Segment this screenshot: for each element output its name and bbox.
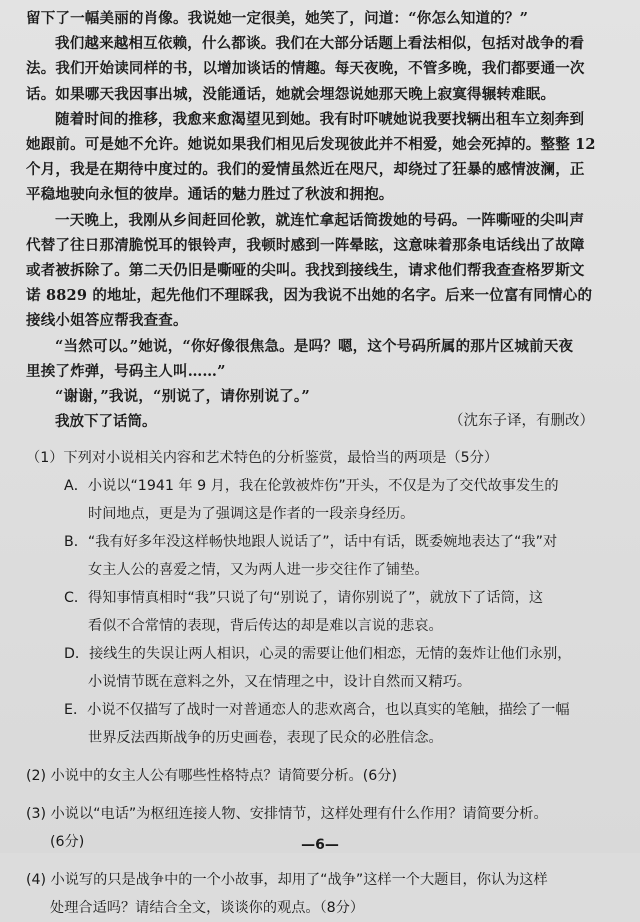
- story-ending-row: [26, 409, 618, 434]
- story-paragraph-1: [26, 31, 618, 107]
- story-paragraph-2: [26, 107, 618, 208]
- option-c: [26, 584, 618, 640]
- story-paragraph-6: 我放下了话筒。: [55, 413, 157, 431]
- option-e-line-2: 世界反法西斯战争的历史画卷，表现了民众的必胜信念。: [88, 730, 443, 747]
- option-b-line-1: B．“我有好多年没这样畅快地跟人说话了”，话中有话，既委婉地表达了“我”对: [64, 534, 558, 551]
- story-line: 里挨了炸弹，号码主人叫……”: [26, 362, 226, 380]
- story-line: 个月，我是在期待中度过的。我们的爱情虽然近在咫尺，却绕过了狂暴的感情波澜，正: [26, 161, 585, 179]
- option-a: [26, 472, 618, 528]
- option-d: [26, 640, 618, 696]
- option-e: [26, 696, 618, 752]
- option-b: [26, 528, 618, 584]
- story-line: 或者被拆除了。第二天仍旧是嘶哑的尖叫。我找到接线生，请求他们帮我查查格罗斯文: [26, 262, 585, 280]
- story-line: 法。我们开始读同样的书，以增加谈话的情趣。每天夜晚，不管多晚，我们都要通一次: [26, 60, 585, 78]
- story-line: 平稳地驶向永恒的彼岸。通话的魅力胜过了秋波和拥抱。: [26, 186, 394, 204]
- option-a-line-2: 时间地点，更是为了强调这是作者的一段亲身经历。: [88, 506, 415, 523]
- question-2: (2) 小说中的女主人公有哪些性格特点？请简要分析。(6分): [26, 768, 398, 785]
- story-line: 代替了往日那清脆悦耳的银铃声，我顿时感到一阵晕眩，这意味着那条电话线出了故障: [26, 236, 585, 254]
- question-3-line-1: (3) 小说以“电话”为枢纽连接人物、安排情节，这样处理有什么作用？请简要分析。: [26, 806, 548, 823]
- story-line: 接线小姐答应帮我查查。: [26, 312, 188, 330]
- story-line: 话。如果哪天我因事出城，没能通话，她就会埋怨说她那天晚上寂寞得辗转难眠。: [26, 85, 556, 103]
- option-c-line-1: C．得知事情真相时“我”只说了句“别说了，请你别说了”，就放下了话筒，这: [64, 590, 544, 607]
- story-paragraph-3: [26, 208, 618, 334]
- option-d-line-2: 小说情节既在意料之外，又在情理之中，设计自然而又精巧。: [88, 674, 472, 691]
- question-4-line-1: (4) 小说写的只是战争中的一个小故事，却用了“战争”这样一个大题目，你认为这样: [26, 872, 548, 889]
- story-text: [26, 6, 618, 434]
- story-paragraph-0: 留下了一幅美丽的肖像。我说她一定很美，她笑了，问道：“你怎么知道的？”: [26, 10, 529, 27]
- question-4-line-2: 处理合适吗？请结合全文，谈谈你的观点。（8分）: [50, 900, 365, 917]
- story-line: 一天晚上，我刚从乡间赶回伦敦，就连忙拿起话筒拨她的号码。一阵嘶哑的尖叫声: [55, 211, 585, 229]
- option-d-line-1: D．接线生的失误让两人相识，心灵的需要让他们相恋，无情的轰炸让他们永别，: [64, 646, 572, 663]
- story-line: 她跟前。可是她不允许。她说如果我们相见后发现彼此并不相爱，她会死掉的。整整 12: [26, 136, 596, 154]
- option-b-line-2: 女主人公的喜爱之情，又为两人进一步交往作了铺垫。: [88, 562, 429, 579]
- option-e-line-1: E．小说不仅描写了战时一对普通恋人的悲欢离合，也以真实的笔触，描绘了一幅: [64, 702, 570, 719]
- story-line: “当然可以。”她说，“你好像很焦急。是吗？嗯，这个号码所属的那片区城前天夜: [55, 337, 574, 355]
- story-paragraph-5: “谢谢，”我说，“别说了，请你别说了。”: [55, 388, 310, 406]
- page-number: —6—: [301, 837, 339, 853]
- question-3-line-2: (6分): [50, 834, 85, 851]
- option-c-line-2: 看似不合常情的表现，背后传达的却是难以言说的悲哀。: [88, 618, 443, 635]
- story-line: 随着时间的推移，我愈来愈渴望见到她。我有时吓唬她说我要找辆出租车立刻奔到: [55, 110, 585, 128]
- option-a-line-1: A．小说以“1941 年 9 月，我在伦敦被炸伤”开头，不仅是为了交代故事发生的: [64, 478, 559, 495]
- translator-credit: （沈东子译，有删改）: [449, 413, 594, 430]
- story-line: 我们越来越相互依赖，什么都谈。我们在大部分话题上看法相似，包括对战争的看: [55, 35, 585, 53]
- story-paragraph-4: [26, 334, 618, 384]
- question-1: （1）下列对小说相关内容和艺术特色的分析鉴赏，最恰当的两项是（5分）: [26, 450, 499, 467]
- question-4: [26, 866, 618, 922]
- story-line: 诺 8829 的地址，起先他们不理睬我，因为我说不出她的名字。后来一位富有同情心的: [26, 287, 593, 305]
